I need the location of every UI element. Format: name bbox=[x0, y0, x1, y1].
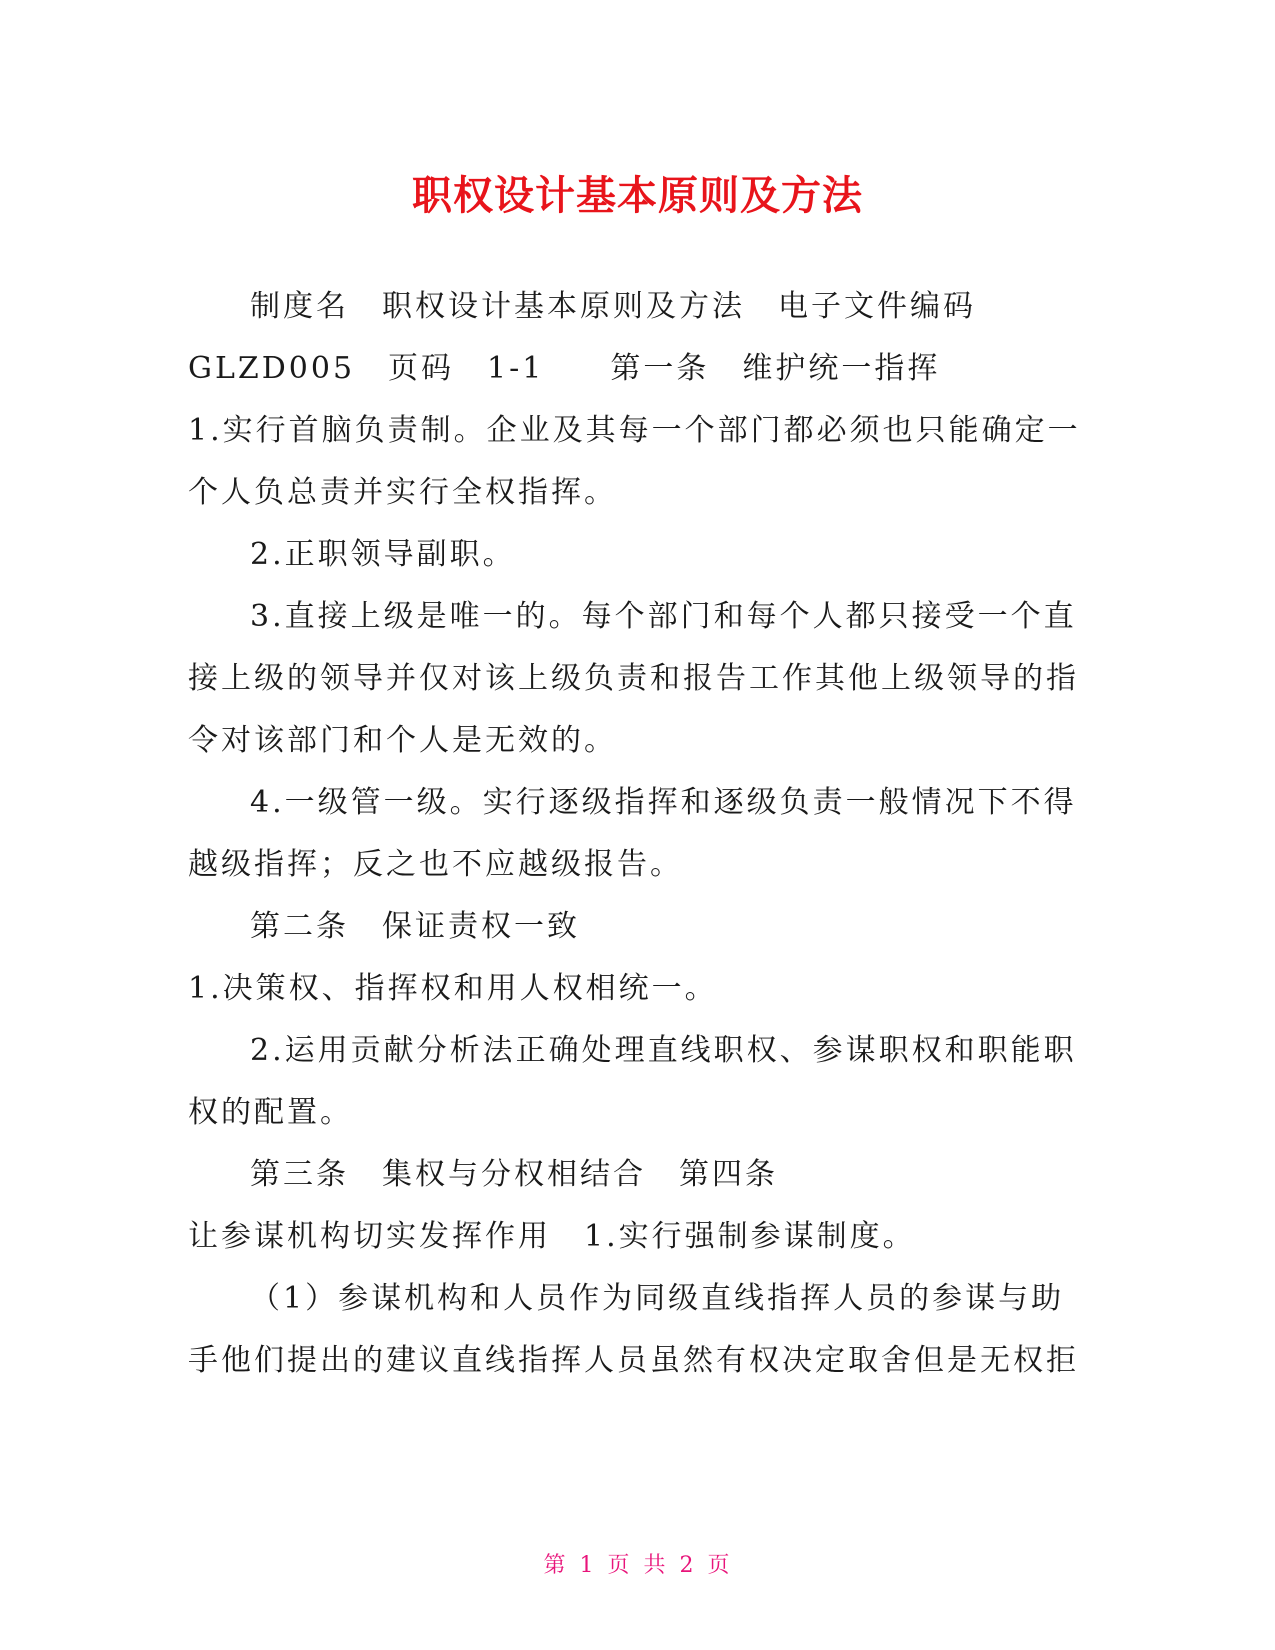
footer-page-suffix: 页 bbox=[707, 1553, 732, 1578]
footer-page-mid: 页 bbox=[607, 1553, 632, 1578]
body-line: 3.直接上级是唯一的。每个部门和每个人都只接受一个直 bbox=[250, 599, 1077, 634]
body-line: 1.实行首脑负责制。企业及其每一个部门都必须也只能确定一 bbox=[188, 413, 1081, 448]
section-heading: 第三条 集权与分权相结合 第四条 bbox=[250, 1157, 778, 1192]
body-line: 越级指挥；反之也不应越级报告。 bbox=[188, 847, 683, 882]
body-line: 1.决策权、指挥权和用人权相统一。 bbox=[188, 971, 718, 1006]
body-line: 制度名 职权设计基本原则及方法 电子文件编码 bbox=[250, 289, 976, 324]
body-line: 4.一级管一级。实行逐级指挥和逐级负责一般情况下不得 bbox=[250, 785, 1077, 820]
body-line: 令对该部门和个人是无效的。 bbox=[188, 723, 617, 758]
section-heading: 第二条 保证责权一致 bbox=[250, 909, 580, 944]
document-title: 职权设计基本原则及方法 bbox=[412, 173, 863, 219]
body-line: GLZD005 页码 1-1 第一条 维护统一指挥 bbox=[188, 351, 941, 386]
body-line: 权的配置。 bbox=[188, 1095, 353, 1130]
footer-page-total: 2 bbox=[679, 1553, 696, 1578]
body-line: 个人负总责并实行全权指挥。 bbox=[188, 475, 617, 510]
page-footer bbox=[0, 1548, 1275, 1579]
body-line: 手他们提出的建议直线指挥人员虽然有权决定取舍但是无权拒 bbox=[188, 1343, 1079, 1378]
footer-page-prefix: 第 bbox=[543, 1553, 568, 1578]
body-line: 2.运用贡献分析法正确处理直线职权、参谋职权和职能职 bbox=[250, 1033, 1077, 1068]
body-line: 2.正职领导副职。 bbox=[250, 537, 516, 572]
footer-total-label: 共 bbox=[643, 1553, 668, 1578]
footer-page-current: 1 bbox=[579, 1553, 596, 1578]
body-line: 接上级的领导并仅对该上级负责和报告工作其他上级领导的指 bbox=[188, 661, 1079, 696]
body-line: （1）参谋机构和人员作为同级直线指挥人员的参谋与助 bbox=[250, 1281, 1065, 1316]
body-line: 让参谋机构切实发挥作用 1.实行强制参谋制度。 bbox=[188, 1219, 916, 1254]
